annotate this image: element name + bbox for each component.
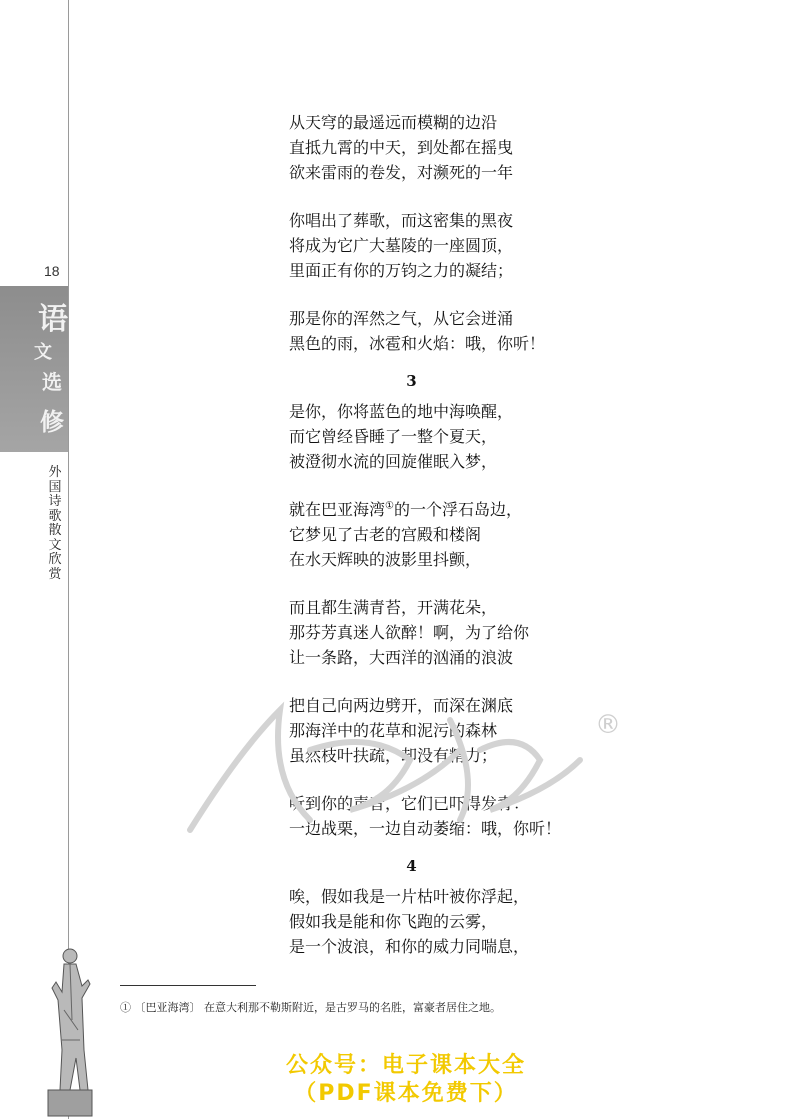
section-number: 3 bbox=[406, 372, 417, 390]
poem-line: 里面正有你的万钧之力的凝结； bbox=[289, 261, 514, 280]
poem-line: 唉，假如我是一片枯叶被你浮起， bbox=[289, 887, 530, 906]
footnote-marker[interactable]: ① bbox=[385, 500, 394, 512]
poem-line: 被澄彻水流的回旋催眠入梦， bbox=[289, 452, 498, 471]
poem-line: 让一条路，大西洋的汹涌的浪波 bbox=[289, 648, 514, 667]
book-title-char: 国 bbox=[48, 479, 62, 495]
book-title-vertical bbox=[47, 466, 63, 582]
poem-line: 你唱出了葬歌，而这密集的黑夜 bbox=[289, 211, 514, 230]
book-title-char: 歌 bbox=[48, 508, 62, 524]
poem-line: 是一个波浪，和你的威力同喘息， bbox=[289, 937, 530, 956]
book-title-char: 诗 bbox=[48, 494, 62, 509]
series-tab-char: 修 bbox=[40, 407, 64, 436]
publisher-signature-watermark bbox=[160, 690, 640, 840]
poem-line: 是你，你将蓝色的地中海唤醒， bbox=[289, 402, 514, 421]
series-tab bbox=[0, 286, 68, 452]
poem-line: 假如我是能和你飞跑的云雾， bbox=[289, 912, 498, 931]
poem-line: 那海洋中的花草和泥污的森林 bbox=[289, 721, 498, 740]
poem-line bbox=[289, 497, 709, 522]
poem-line: 它梦见了古老的宫殿和楼阁 bbox=[289, 525, 482, 544]
book-title-char: 外 bbox=[48, 465, 62, 480]
book-title-char: 欣 bbox=[48, 552, 62, 567]
registered-mark-watermark: ® bbox=[595, 710, 621, 740]
poem-line: 把自己向两边劈开，而深在渊底 bbox=[289, 696, 514, 715]
series-tab-char: 选 bbox=[42, 370, 62, 394]
stanza bbox=[289, 399, 709, 474]
section-number: 4 bbox=[406, 857, 417, 875]
poem-line: 欲来雷雨的卷发，对濒死的一年 bbox=[289, 163, 514, 182]
stanza bbox=[289, 208, 709, 283]
promo-line: （PDF课本免费下） bbox=[294, 1081, 518, 1106]
poem-line: 直抵九霄的中天，到处都在摇曳 bbox=[289, 138, 514, 157]
poem-line: 从天穹的最遥远而模糊的边沿 bbox=[289, 113, 498, 132]
book-title-char: 赏 bbox=[48, 566, 62, 582]
book-title-char: 文 bbox=[48, 537, 62, 553]
stanza bbox=[289, 497, 709, 572]
poem-line-part: 的一个浮石岛边， bbox=[393, 500, 522, 519]
poem-line: 而它曾经昏睡了一整个夏天， bbox=[289, 427, 498, 446]
poem-line: 听到你的声音，它们已吓得发青： bbox=[289, 794, 530, 813]
stanza bbox=[289, 595, 709, 670]
poem-line: 将成为它广大墓陵的一座圆顶， bbox=[289, 236, 514, 255]
stanza bbox=[289, 884, 709, 959]
poem-line: 那芬芳真迷人欲醉！啊，为了给你 bbox=[289, 623, 530, 642]
page-number: 18 bbox=[44, 263, 60, 279]
promo-line: 公众号：电子课本大全 bbox=[285, 1053, 526, 1078]
book-title-char: 散 bbox=[48, 523, 62, 538]
footnote-rule bbox=[120, 985, 256, 986]
poem-line: 虽然枝叶扶疏，却没有精力； bbox=[289, 746, 498, 765]
poem-line: 在水天辉映的波影里抖颤， bbox=[289, 550, 482, 569]
poem-line: 而且都生满青苔，开满花朵， bbox=[289, 598, 498, 617]
stanza bbox=[289, 306, 709, 356]
poem-text bbox=[289, 110, 709, 982]
footnote: ① 〔巴亚海湾〕 在意大利那不勒斯附近，是古罗马的名胜，富豪者居住之地。 bbox=[120, 1001, 501, 1014]
poem-line-part: 就在巴亚海湾 bbox=[289, 500, 386, 519]
poem-line: 一边战栗，一边自动萎缩：哦，你听！ bbox=[289, 819, 562, 838]
series-tab-char: 文 bbox=[34, 342, 52, 363]
stanza bbox=[289, 110, 709, 185]
poem-line: 黑色的雨，冰雹和火焰：哦，你听！ bbox=[289, 334, 546, 353]
poem-line: 那是你的浑然之气，从它会迸涌 bbox=[289, 309, 514, 328]
series-tab-char: 语 bbox=[38, 302, 68, 337]
